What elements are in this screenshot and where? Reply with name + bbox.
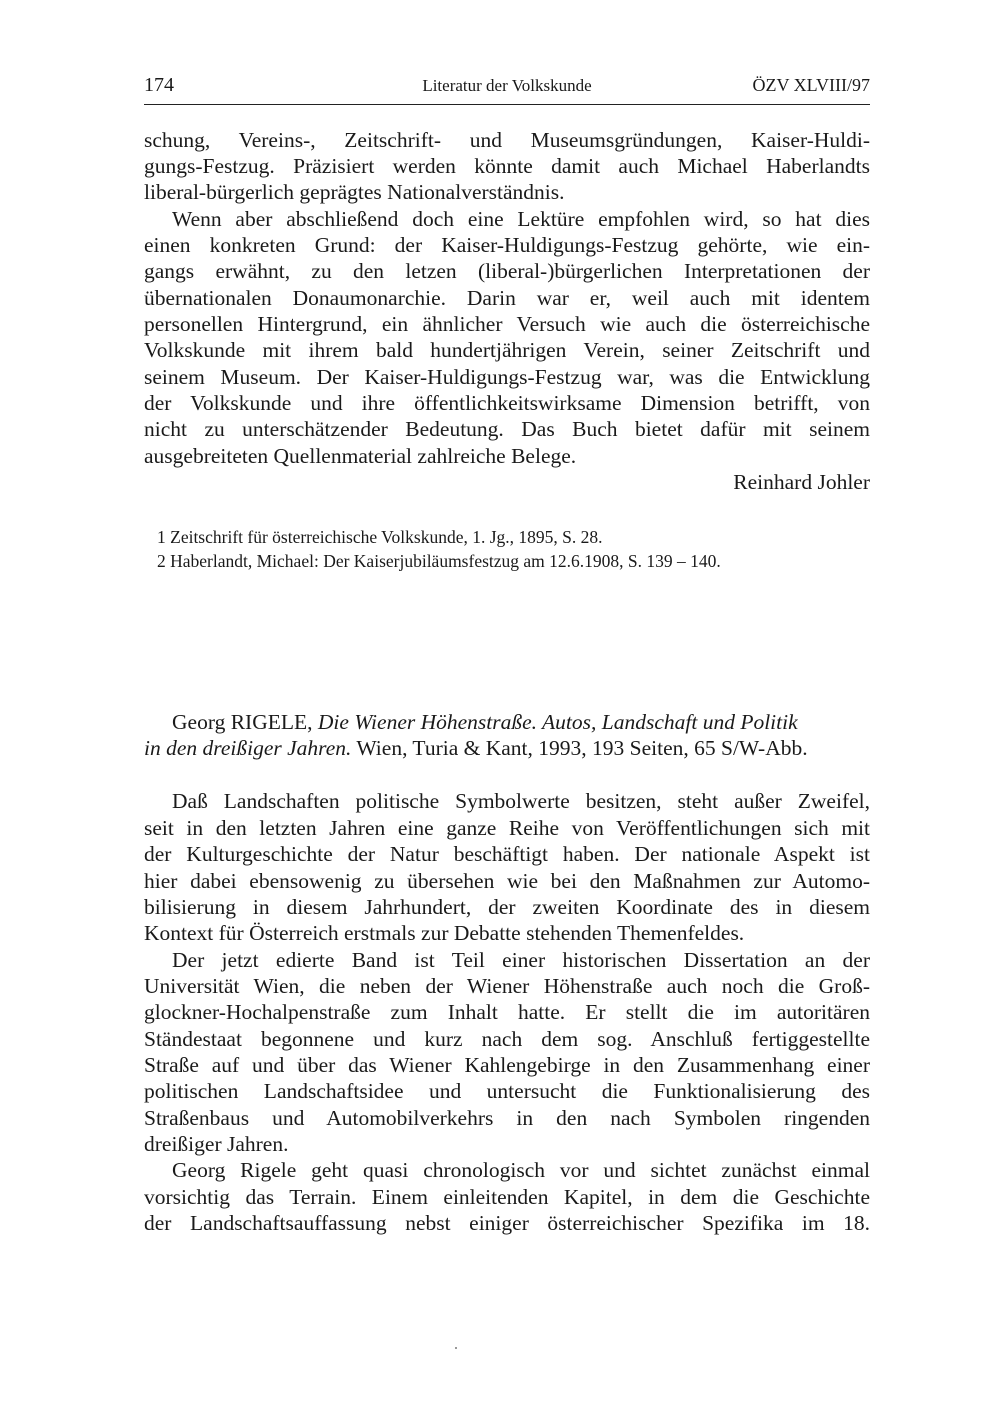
text-line: Daß Landschaften politische Symbolwerte besitzen, steht außer Zweifel, <box>172 789 870 813</box>
text-line: seit in den letzten Jahren eine ganze Reihe von Veröffentlichungen sich mit <box>144 816 870 840</box>
text-line: ausgebreiteten Quellenmaterial zahlreiche Belege. <box>144 444 577 468</box>
text-line: glockner-Hochalpenstraße zum Inhalt hatte. Er stellt die im autoritären <box>144 1000 870 1024</box>
text-line: vorsichtig das Terrain. Einem einleitenden Kapitel, in dem die Geschichte <box>144 1185 870 1209</box>
text-line: Ständestaat begonnene und kurz nach dem sog. Anschluß fertiggestellte <box>144 1027 870 1051</box>
book-title: Die Wiener Höhenstraße. Autos, Landschaft und Politik <box>317 710 798 734</box>
publication-info: Wien, Turia & Kant, 1993, 193 Seiten, 65 S/W-Abb. <box>351 736 808 760</box>
scan-speck <box>455 1347 457 1349</box>
text-line: der Kulturgeschichte der Natur beschäftigt haben. Der nationale Aspekt ist <box>144 842 870 866</box>
text-line: bilisierung in diesem Jahrhundert, der zweiten Koordinate des in diesem <box>144 895 870 919</box>
text-line: einen konkreten Grund: der Kaiser-Huldigungs-Festzug gehörte, wie ein- <box>144 233 870 257</box>
text-line: Universität Wien, die neben der Wiener Höhenstraße auch noch die Groß- <box>144 974 870 998</box>
text-line: der Volkskunde und ihre öffentlichkeitswirksame Dimension betrifft, von <box>144 391 870 415</box>
text-line: gangs erwähnt, zu den letzen (liberal-)bürgerlichen Interpretationen der <box>144 259 870 283</box>
text-line: der Landschaftsauffassung nebst einiger österreichischer Spezifika im 18. <box>144 1211 870 1235</box>
text-line: Kontext für Österreich erstmals zur Debatte stehenden Themenfeldes. <box>144 921 745 945</box>
reviewer-signature: Reinhard Johler <box>733 470 870 494</box>
text-line: Straßenbaus und Automobilverkehrs in den nach Symbolen ringenden <box>144 1106 870 1130</box>
section-title: Literatur der Volkskunde <box>422 76 592 95</box>
book-author: Georg RIGELE, <box>172 710 318 734</box>
text-line: hier dabei ebensowenig zu übersehen wie bei den Maßnahmen zur Automo- <box>144 869 870 893</box>
text-line: Der jetzt edierte Band ist Teil einer historischen Dissertation an der <box>172 948 870 972</box>
text-line: dreißiger Jahren. <box>144 1132 289 1156</box>
text-line: seinem Museum. Der Kaiser-Huldigungs-Festzug war, was die Entwicklung <box>144 365 870 389</box>
text-line: Georg Rigele geht quasi chronologisch vor und sichtet zunächst einmal <box>172 1158 870 1182</box>
text-line: übernationalen Donaumonarchie. Darin war er, weil auch mit identem <box>144 286 870 310</box>
text-line: personellen Hintergrund, ein ähnlicher Versuch wie auch die österreichische <box>144 312 870 336</box>
book-title-continued: in den dreißiger Jahren. <box>144 736 352 760</box>
running-header <box>144 74 870 100</box>
citation-line-1 <box>172 709 798 735</box>
text-line: gungs-Festzug. Präzisiert werden könnte damit auch Michael Haberlandts <box>144 154 870 178</box>
citation-line-2 <box>144 735 808 761</box>
text-line: liberal-bürgerlich geprägtes Nationalverständnis. <box>144 180 565 204</box>
text-line: politischen Landschaftsidee und untersucht die Funktionalisierung des <box>144 1079 870 1103</box>
journal-volume: ÖZV XLVIII/97 <box>752 75 870 95</box>
text-line: Wenn aber abschließend doch eine Lektüre empfohlen wird, so hat dies <box>172 207 870 231</box>
text-line: Straße auf und über das Wiener Kahlengebirge in den Zusammenhang einer <box>144 1053 870 1077</box>
text-line: nicht zu unterschätzender Bedeutung. Das Buch bietet dafür mit seinem <box>144 417 870 441</box>
footnote-2: 2 Haberlandt, Michael: Der Kaiserjubiläumsfestzug am 12.6.1908, S. 139 – 140. <box>157 551 721 571</box>
page-number: 174 <box>144 74 174 96</box>
text-line: schung, Vereins-, Zeitschrift- und Museumsgründungen, Kaiser-Huldi- <box>144 128 870 152</box>
footnote-1: 1 Zeitschrift für österreichische Volkskunde, 1. Jg., 1895, S. 28. <box>157 527 603 547</box>
text-line: Volkskunde mit ihrem bald hundertjährigen Verein, seiner Zeitschrift und <box>144 338 870 362</box>
header-rule <box>144 104 870 105</box>
